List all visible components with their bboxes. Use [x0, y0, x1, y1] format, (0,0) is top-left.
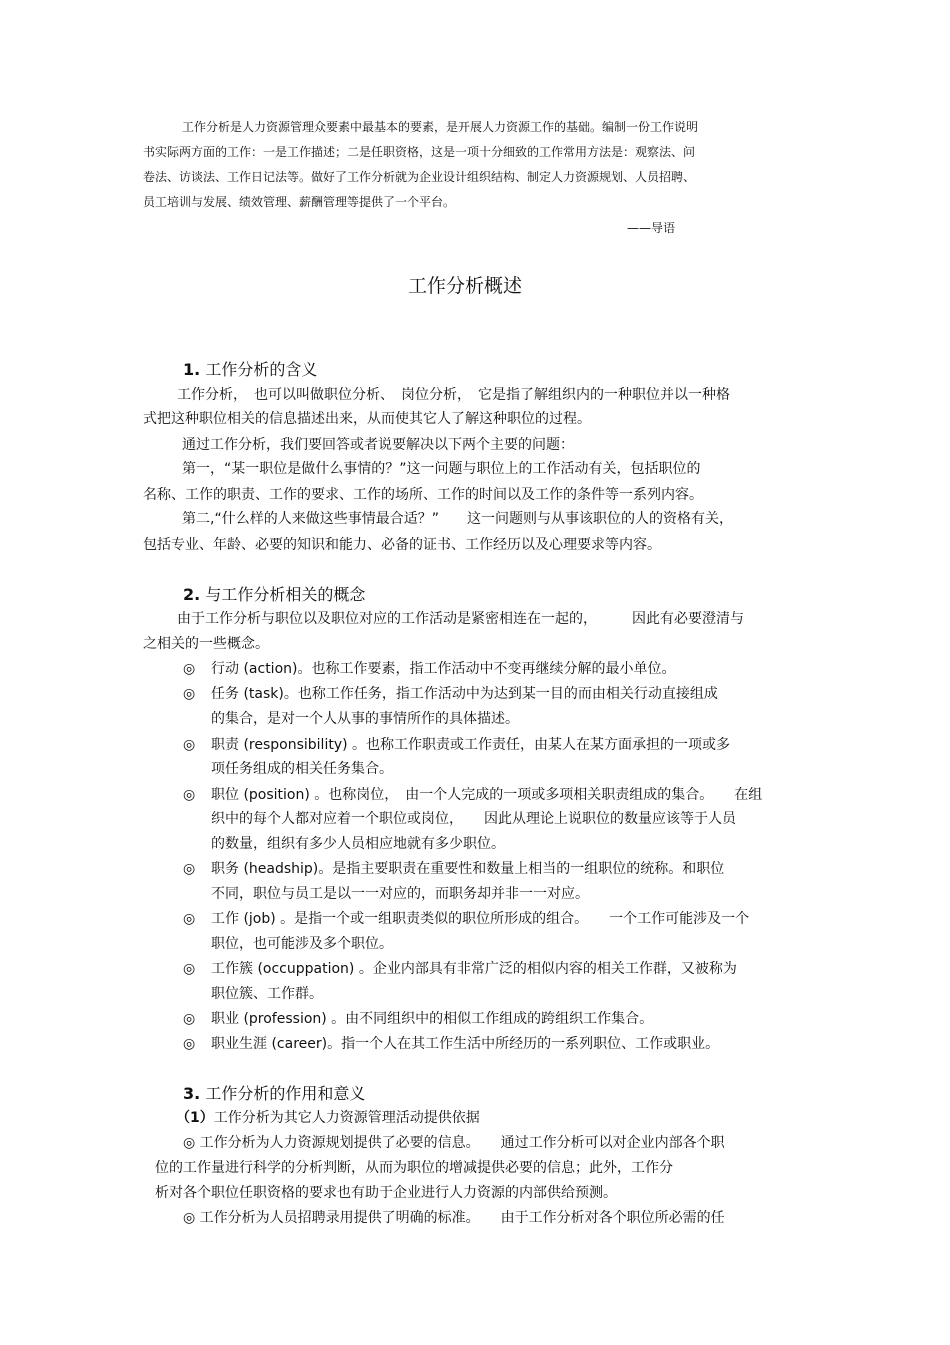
s2-line-2: 之相关的一些概念。 [143, 636, 269, 652]
s1-line-3: 通过工作分析，我们要回答或者说要解决以下两个主要的问题： [182, 437, 574, 453]
s3-line-2: 位的工作量进行科学的分析判断，从而为职位的增减提供必要的信息；此外，工作分 [155, 1160, 673, 1176]
s1-line-4: 第一，“某一职位是做什么事情的？”这一问题与职位上的工作活动有关，包括职位的 [182, 461, 701, 477]
section-heading-text: 与工作分析相关的概念 [205, 585, 366, 604]
s3-line-4: ◎ 工作分析为人员招聘录用提供了明确的标准。 由于工作分析对各个职位所必需的任 [183, 1210, 725, 1226]
bullet-icon: ◎ [183, 861, 196, 877]
s1-line-1: 工作分析， 也可以叫做职位分析、 岗位分析， 它是指了解组织内的一种职位并以一种格 [177, 387, 730, 403]
concept-position: 职位 (position) 。也称岗位， 由一个人完成的一项或多项相关职责组成的集合。 在组 [211, 787, 763, 803]
s3-line-3: 析对各个职位任职资格的要求也有助于企业进行人力资源的内部供给预测。 [155, 1185, 617, 1201]
intro-line-2: 书实际两方面的工作：一是工作描述；二是任职资格，这是一项十分细致的工作常用方法是：观察法、问 [143, 145, 696, 159]
s2-line-1: 由于工作分析与职位以及职位对应的工作活动是紧密相连在一起的， 因此有必要澄清与 [177, 611, 744, 627]
s3-subheading [176, 1111, 480, 1125]
bullet-icon: ◎ [183, 661, 196, 677]
bullet-icon: ◎ [183, 686, 196, 702]
bullet-icon: ◎ [183, 787, 196, 803]
concept-profession: 职业 (profession) 。由不同组织中的相似工作组成的跨组织工作集合。 [211, 1011, 654, 1027]
section-heading-text: 工作分析的作用和意义 [205, 1084, 366, 1103]
bullet-icon: ◎ [183, 961, 196, 977]
s3-line-1: ◎ 工作分析为人力资源规划提供了必要的信息。 通过工作分析可以对企业内部各个职 [183, 1135, 725, 1151]
bullet-icon: ◎ [183, 737, 196, 753]
bullet-icon: ◎ [183, 1036, 196, 1052]
concept-job-cont: 职位，也可能涉及多个职位。 [211, 936, 393, 952]
concept-action: 行动 (action)。也称工作要素，指工作活动中不变再继续分解的最小单位。 [211, 661, 676, 677]
concept-career: 职业生涯 (career)。指一个人在其工作生活中所经历的一系列职位、工作或职业。 [211, 1036, 720, 1052]
concept-occupation: 工作簇 (occuppation) 。企业内部具有非常广泛的相似内容的相关工作群，又被称为 [211, 961, 737, 977]
concept-task: 任务 (task)。也称工作任务，指工作活动中为达到某一目的而由相关行动直接组成 [211, 686, 718, 702]
section-number: 1. [183, 360, 201, 379]
concept-headship-cont: 不同，职位与员工是以一一对应的，而职务却并非一一对应。 [211, 886, 589, 902]
subsection-number: （1） [176, 1110, 214, 1126]
s1-line-7: 包括专业、年龄、必要的知识和能力、必备的证书、工作经历以及心理要求等内容。 [143, 537, 661, 553]
s1-line-6: 第二,“什么样的人来做这些事情最合适？” 这一问题则与从事该职位的人的资格有关， [182, 511, 733, 527]
section-2-heading [183, 587, 365, 603]
section-heading-text: 工作分析的含义 [205, 360, 318, 379]
concept-position-cont-1: 织中的每个人都对应着一个职位或岗位， 因此从理论上说职位的数量应该等于人员 [211, 811, 736, 827]
concept-responsibility-cont: 项任务组成的相关任务集合。 [211, 761, 393, 777]
concept-responsibility: 职责 (responsibility) 。也称工作职责或工作责任，由某人在某方面承担的一项或多 [211, 737, 731, 753]
page-title: 工作分析概述 [408, 275, 523, 297]
concept-task-cont: 的集合，是对一个人从事的事情所作的具体描述。 [211, 711, 519, 727]
intro-signature: ——导语 [627, 221, 676, 235]
intro-line-1: 工作分析是人力资源管理众要素中最基本的要素，是开展人力资源工作的基础。编制一份工作说明 [182, 120, 699, 134]
section-number: 2. [183, 585, 201, 604]
s1-line-5: 名称、工作的职责、工作的要求、工作的场所、工作的时间以及工作的条件等一系列内容。 [143, 487, 703, 503]
section-number: 3. [183, 1084, 201, 1103]
concept-headship: 职务 (headship)。是指主要职责在重要性和数量上相当的一组职位的统称。和职位 [211, 861, 725, 877]
intro-line-4: 员工培训与发展、绩效管理、薪酬管理等提供了一个平台。 [143, 195, 456, 209]
section-1-heading [183, 362, 317, 378]
section-3-heading [183, 1086, 365, 1102]
concept-occupation-cont: 职位簇、工作群。 [211, 986, 323, 1002]
s1-line-2: 式把这种职位相关的信息描述出来，从而使其它人了解这种职位的过程。 [143, 411, 591, 427]
bullet-icon: ◎ [183, 1011, 196, 1027]
bullet-icon: ◎ [183, 911, 196, 927]
concept-job: 工作 (job) 。是指一个或一组职责类似的职位所形成的组合。 一个工作可能涉及一个 [211, 911, 750, 927]
concept-position-cont-2: 的数量，组织有多少人员相应地就有多少职位。 [211, 836, 505, 852]
intro-line-3: 卷法、访谈法、工作日记法等。做好了工作分析就为企业设计组织结构、制定人力资源规划、人员招聘、 [143, 170, 696, 184]
subsection-text: 工作分析为其它人力资源管理活动提供依据 [213, 1110, 480, 1126]
